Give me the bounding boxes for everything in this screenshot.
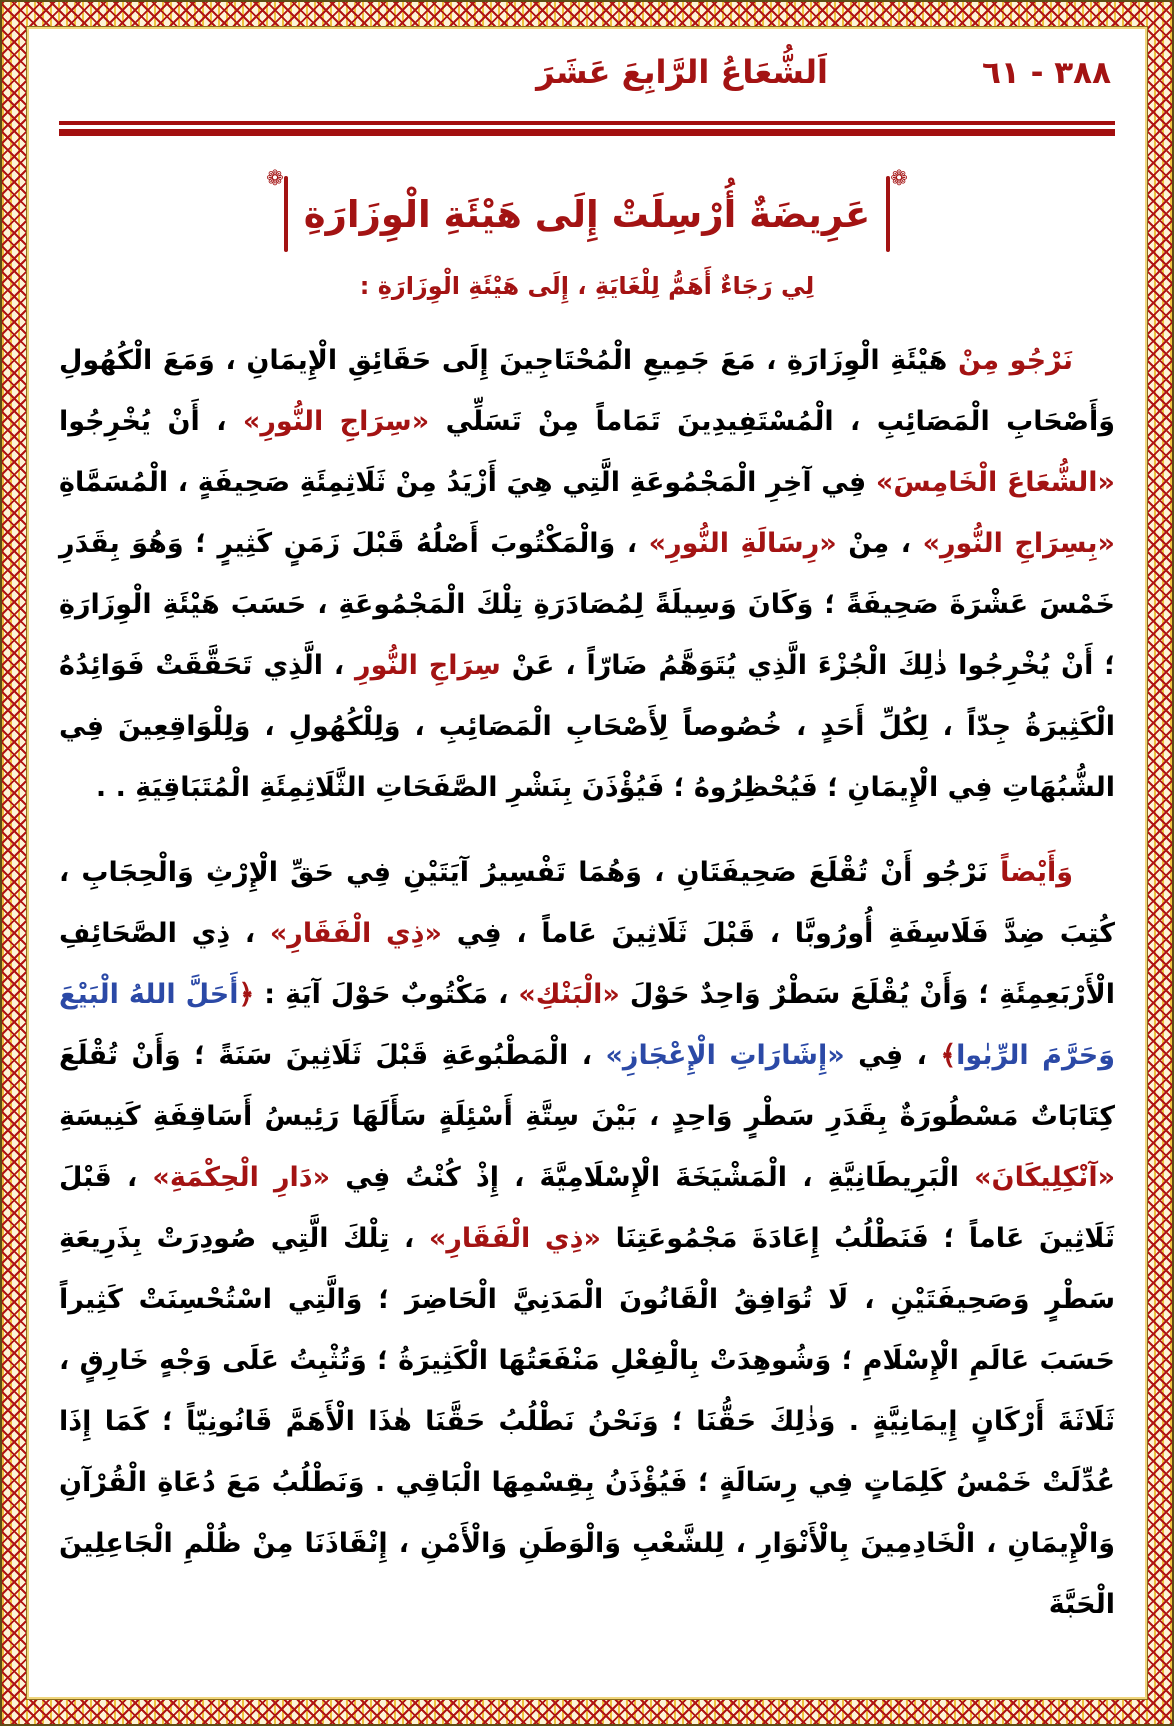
text-segment: «الشُّعَاعَ الْخَامِسَ»	[875, 467, 1115, 498]
text-segment: نَرْجُو مِنْ	[947, 345, 1073, 376]
text-segment: وَأَيْضاً	[1000, 857, 1073, 888]
text-segment: ، وَالْمَكْتُوبَ أَصْلُهُ قَبْلَ زَمَنٍ كَثِيرٍ ؛ وَهُوَ بِقَدَرِ خَمْسَ عَشْرَةَ صَحِيفَةً ؛ وَكَانَ وَسِيلَةً لِمُصَادَرَةِ تِلْكَ الْمَجْمُوعَةِ ، حَسَبَ هَيْئَةِ الْوِزَارَةِ ؛ أَنْ يُخْرِجُوا ذٰلِكَ الْجُزْءَ الَّذِي يُتَوَهَّمُ ضَارّاً ، عَنْ	[59, 528, 1115, 681]
petition-title	[59, 166, 1115, 252]
title-ornament-left-icon	[266, 166, 288, 252]
header-divider	[59, 121, 1115, 136]
text-segment: ، تِلْكَ الَّتِي صُودِرَتْ بِذَرِيعَةِ سَطْرٍ وَصَحِيفَتَيْنِ ، لَا تُوَافِقُ الْقَانُونَ الْمَدَنِيَّ الْحَاضِرَ ؛ وَالَّتِي اسْتُحْسِنَتْ كَثِيراً حَسَبَ عَالَمِ الْإِسْلَامِ ؛ وَشُوهِدَتْ بِالْفِعْلِ مَنْفَعَتُهَا الْكَثِيرَةُ ؛ وَتُثْبِتُ عَلَى وَجْهٍ خَارِقٍ ، ثَلَاثَةَ أَرْكَانٍ إِيمَانِيَّةٍ . وَذٰلِكَ حَقُّنَا ؛ وَنَحْنُ نَطْلُبُ حَقَّنَا هٰذَا الْأَهَمَّ قَانُونِيّاً ؛ كَمَا إِذَا عُدِّلَتْ خَمْسُ كَلِمَاتٍ فِي رِسَالَةٍ ؛ فَيُؤْذَنُ بِقِسْمِهَا الْبَاقِي . وَنَطْلُبُ مَعَ دُعَاةِ الْقُرْآنِ وَالْإِيمَانِ ، الْخَادِمِينَ بِالْأَنْوَارِ ، لِلشَّعْبِ وَالْوَطَنِ وَالْأَمْنِ ، إِنْقَاذَنَا مِنْ ظُلْمِ الْجَاعِلِينَ الْحَبَّةَ	[59, 1223, 1115, 1620]
text-segment: ، الْمَطْبُوعَةِ قَبْلَ ثَلَاثِينَ سَنَةً ؛ وَأَنْ تُقْلَعَ كِتَابَاتٌ مَسْطُورَةٌ بِقَدَرِ سَطْرٍ وَاحِدٍ ، بَيْنَ سِتَّةِ أَسْئِلَةٍ سَأَلَهَا رَئِيسُ أَسَاقِفَةِ كَنِيسَةِ	[59, 1040, 1115, 1132]
text-segment: سِرَاجِ النُّورِ	[355, 650, 501, 681]
text-segment: نَرْجُو أَنْ تُقْلَعَ صَحِيفَتَانِ ، وَهُمَا تَفْسِيرُ آيَتَيْنِ فِي حَقِّ الْإِرْثِ وَالْحِجَابِ ، كُتِبَ ضِدَّ فَلَاسِفَةِ أُورُوبَّا ، قَبْلَ ثَلَاثِينَ عَاماً ، فِي	[59, 857, 1116, 949]
text-segment: «سِرَاجِ النُّورِ»	[242, 406, 430, 437]
text-segment: ، قَبْلَ ثَلَاثِينَ عَاماً ؛ فَنَطْلُبُ إِعَادَةَ مَجْمُوعَتِنَا	[59, 1162, 1116, 1254]
text-segment: ، الَّذِي تَحَقَّقَتْ فَوَائِدُهُ الْكَثِيرَةُ جِدّاً ، لِكُلِّ أَحَدٍ ، خُصُوصاً لِأَصْحَابِ الْمَصَائِبِ ، وَلِلْكُهُولِ ، وَلِلْوَاقِعِينَ فِي الشُّبُهَاتِ فِي الْإِيمَانِ ؛ فَيُحْظِرُوهُ ؛ فَيُؤْذَنَ بِنَشْرِ الصَّفَحَاتِ الثَّلَاثِمِئَةِ الْمُتَبَاقِيَةِ . .	[59, 650, 1115, 803]
text-segment: ﴿	[238, 979, 255, 1010]
ornament-bar	[886, 176, 890, 252]
petition-title-text: عَرِيضَةٌ أُرْسِلَتْ إِلَى هَيْئَةِ الْوِزَارَةِ	[303, 192, 871, 236]
page-sheet	[26, 26, 1148, 1700]
page-numbers: ٣٨٨ - ٦١	[981, 55, 1111, 91]
body-paragraph	[59, 842, 1115, 1635]
text-segment: «آنْكِلِيكَانَ»	[974, 1162, 1116, 1193]
text-segment: الْبَرِيطَانِيَّةِ ، الْمَشْيَخَةَ الْإِسْلَامِيَّةَ ، إِذْ كُنْتُ فِي	[330, 1162, 975, 1193]
text-segment: ﴾	[940, 1040, 957, 1071]
text-segment: ، مِنْ	[836, 528, 923, 559]
text-segment: هَيْئَةِ الْوِزَارَةِ ، مَعَ جَمِيعِ الْمُحْتَاجِينَ إِلَى حَقَائِقِ الْإِيمَانِ ، وَمَعَ الْكُهُولِ وَأَصْحَابِ الْمَصَائِبِ ، الْمُسْتَفِيدِينَ تَمَاماً مِنْ تَسَلِّي	[59, 345, 1115, 437]
book-title: اَلشُّعَاعُ الرَّابِعَ عَشَرَ	[536, 53, 828, 91]
text-segment: «إِشَارَاتِ الْإِعْجَازِ»	[605, 1040, 845, 1071]
text-segment: «ذِي الْفَقَارِ»	[428, 1223, 601, 1254]
text-segment: «بِسِرَاجِ النُّورِ»	[922, 528, 1115, 559]
text-segment: فِي آخِرِ الْمَجْمُوعَةِ الَّتِي هِيَ أَزْيَدُ مِنْ ثَلَاثِمِئَةِ صَحِيفَةٍ ، الْمُسَمَّاةِ	[59, 467, 876, 498]
body-paragraph	[59, 330, 1115, 818]
flower-icon: ❁	[890, 166, 908, 190]
text-segment: ، أَنْ يُخْرِجُوا	[59, 406, 243, 437]
text-segment: ، فِي	[844, 1040, 941, 1071]
text-segment: «رِسَالَةِ النُّورِ»	[648, 528, 837, 559]
flower-icon: ❁	[266, 166, 284, 190]
text-segment: «ذِي الْفَقَارِ»	[269, 918, 442, 949]
text-segment: «الْبَنْكِ»	[518, 979, 620, 1010]
text-segment: أَحَلَّ اللهُ الْبَيْعَ وَحَرَّمَ الرِّبٰوا	[59, 979, 1115, 1071]
text-segment: ، مَكْتُوبٌ حَوْلَ آيَةِ :	[254, 979, 519, 1010]
divider-line-bottom	[59, 129, 1115, 136]
page-header	[59, 41, 1115, 115]
title-ornament-right-icon	[886, 166, 908, 252]
ornament-bar	[284, 176, 288, 252]
petition-subtitle: لِي رَجَاءٌ أَهَمُّ لِلْغَايَةِ ، إِلَى هَيْئَةِ الْوِزَارَةِ :	[359, 272, 815, 300]
text-segment: ، ذِي الصَّحَائِفِ الْأَرْبَعِمِئَةِ ؛ وَأَنْ يُقْلَعَ سَطْرٌ وَاحِدٌ حَوْلَ	[59, 918, 1115, 1010]
text-segment: «دَارِ الْحِكْمَةِ»	[152, 1162, 331, 1193]
